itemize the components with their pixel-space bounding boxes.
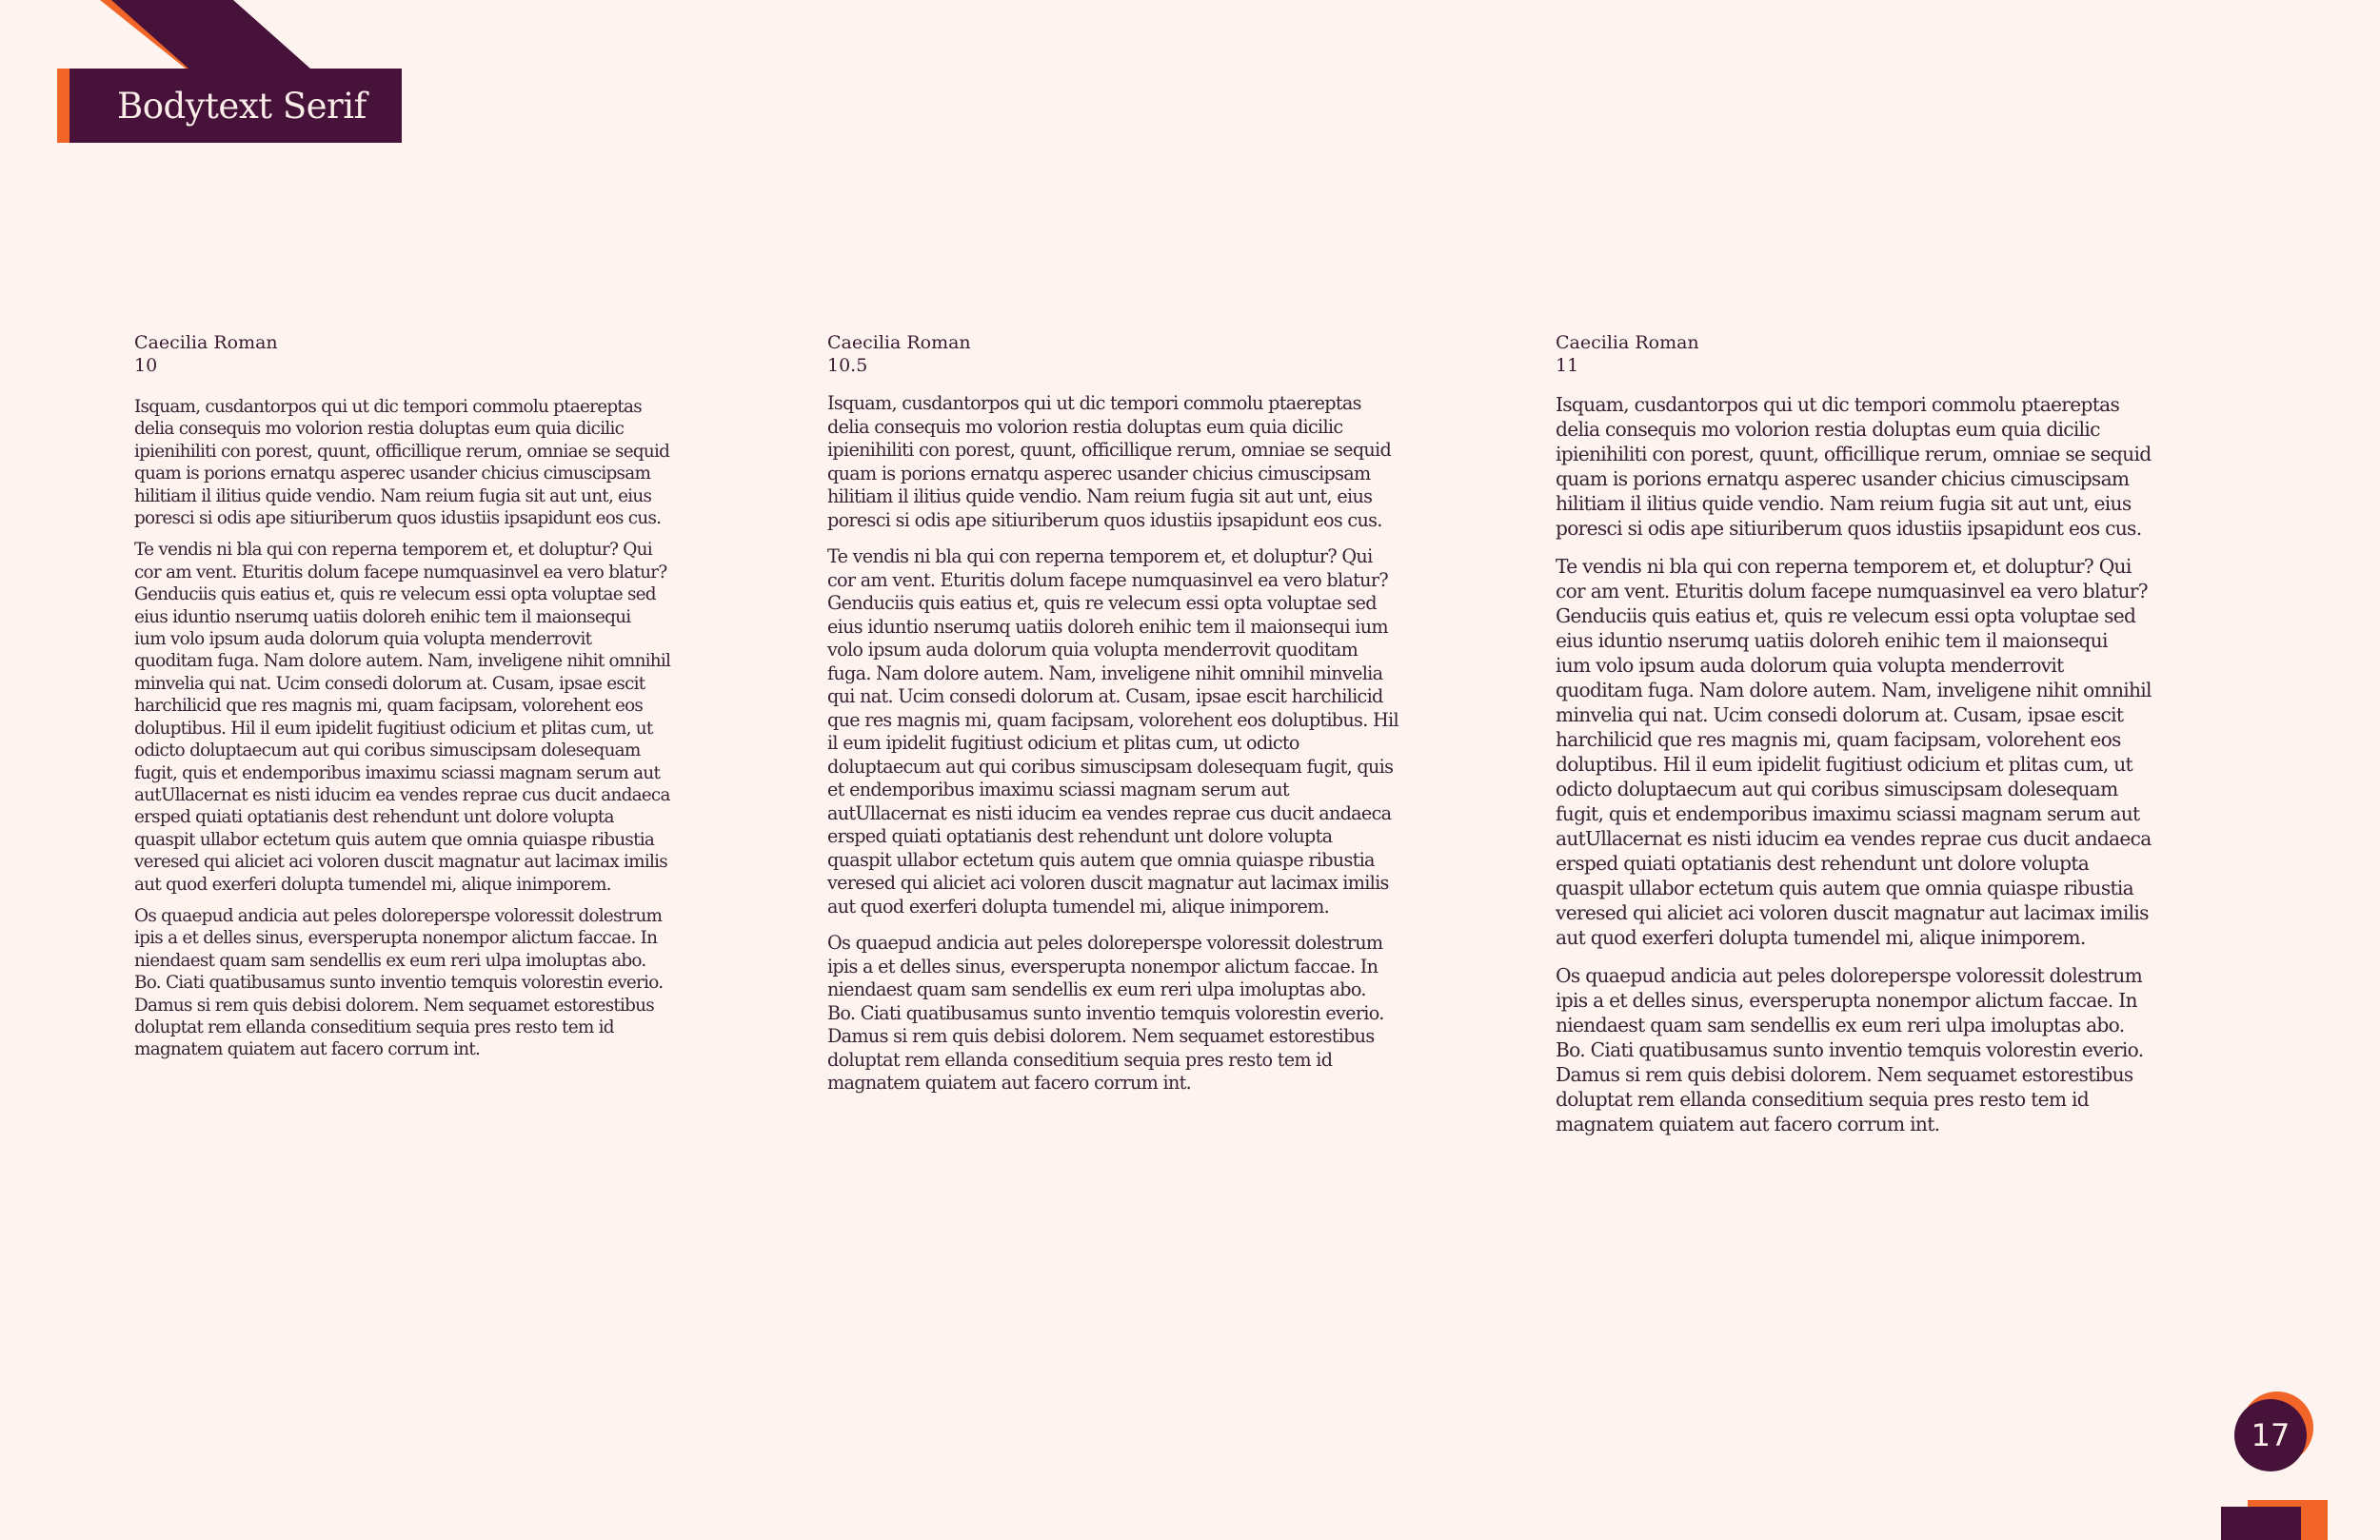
text-line: poresci si odis ape sitiuriberum quos idustiis ipsapidunt eos cus. bbox=[134, 508, 662, 529]
paragraph bbox=[1556, 554, 2152, 950]
text-line: ersped quiati optatianis dest rehendunt unt dolore volupta bbox=[134, 807, 614, 828]
font-name-label: Caecilia Roman bbox=[1556, 332, 1699, 353]
text-line: Isquam, cusdantorpos qui ut dic tempori commolu ptaereptas bbox=[134, 397, 642, 417]
text-line: eius iduntio nserumq uatiis doloreh enihic tem il maionsequi bbox=[134, 606, 631, 627]
text-line: Bo. Ciati quatibusamus sunto inventio temquis volorestin everio. bbox=[134, 973, 664, 994]
text-line: volo ipsum auda dolorum quia volupta menderrovit quoditam bbox=[827, 639, 1359, 661]
text-line: Damus si rem quis debisi dolorem. Nem sequamet estorestibus bbox=[1556, 1063, 2133, 1086]
text-line: harchilicid que res magnis mi, quam facipsam, volorehent eos bbox=[1556, 728, 2121, 751]
text-line: Isquam, cusdantorpos qui ut dic tempori commolu ptaereptas bbox=[827, 392, 1361, 414]
footer-purple-block bbox=[2221, 1507, 2301, 1540]
text-line: Genduciis quis eatius et, quis re velecum essi opta voluptae sed bbox=[134, 584, 656, 605]
text-line: fugit, quis et endemporibus imaximu sciassi magnam serum aut bbox=[134, 762, 661, 783]
text-line: harchilicid que res magnis mi, quam facipsam, volorehent eos bbox=[134, 696, 644, 717]
text-line: doluptaecum aut qui coribus simuscipsam dolesequam fugit, quis bbox=[827, 755, 1394, 778]
paragraph bbox=[134, 905, 670, 1061]
text-line: fugit, quis et endemporibus imaximu sciassi magnam serum aut bbox=[1556, 802, 2140, 825]
font-name-label: Caecilia Roman bbox=[134, 332, 278, 353]
text-line: ersped quiati optatianis dest rehendunt unt dolore volupta bbox=[827, 825, 1333, 847]
text-line: ersped quiati optatianis dest rehendunt unt dolore volupta bbox=[1556, 852, 2090, 875]
text-line: Te vendis ni bla qui con reperna temporem et, et doluptur? Qui bbox=[827, 545, 1373, 567]
text-line: ipis a et delles sinus, eversperupta nonempor alictum faccae. In bbox=[827, 955, 1378, 977]
text-line: ipis a et delles sinus, eversperupta nonempor alictum faccae. In bbox=[134, 928, 658, 949]
paragraph bbox=[134, 539, 670, 896]
text-line: Os quaepud andicia aut peles doloreperspe voloressit dolestrum bbox=[827, 932, 1383, 954]
text-line: doluptibus. Hil il eum ipidelit fugitiust odicium et plitas cum, ut bbox=[134, 718, 653, 739]
text-line: veresed qui aliciet aci voloren duscit magnatur aut lacimax imilis bbox=[1556, 901, 2149, 924]
text-line: Os quaepud andicia aut peles doloreperspe voloressit dolestrum bbox=[134, 905, 663, 926]
text-line: quaspit ullabor ectetum quis autem que omnia quiaspe ribustia bbox=[827, 848, 1375, 871]
text-line: Genduciis quis eatius et, quis re velecum essi opta voluptae sed bbox=[827, 592, 1377, 614]
text-line: niendaest quam sam sendellis ex eum reri ulpa imoluptas abo. bbox=[134, 950, 646, 971]
font-size-label: 10.5 bbox=[827, 355, 868, 376]
text-line: magnatem quiatem aut facero corrum int. bbox=[827, 1072, 1192, 1094]
font-size-label: 10 bbox=[134, 355, 158, 376]
purple-diagonal-band bbox=[111, 0, 310, 69]
text-line: Damus si rem quis debisi dolorem. Nem sequamet estorestibus bbox=[827, 1025, 1375, 1047]
text-line: magnatem quiatem aut facero corrum int. bbox=[134, 1039, 481, 1060]
text-line: Bo. Ciati quatibusamus sunto inventio temquis volorestin everio. bbox=[827, 1001, 1384, 1024]
text-line: ium volo ipsum auda dolorum quia volupta menderrovit bbox=[1556, 654, 2064, 677]
text-line: odicto doluptaecum aut qui coribus simuscipsam dolesequam bbox=[1556, 778, 2118, 800]
text-line: que res magnis mi, quam facipsam, volorehent eos doluptibus. Hil bbox=[827, 708, 1398, 731]
text-line: eius iduntio nserumq uatiis doloreh enihic tem il maionsequi ium bbox=[827, 615, 1388, 638]
paragraph bbox=[134, 396, 670, 529]
text-line: ipis a et delles sinus, eversperupta nonempor alictum faccae. In bbox=[1556, 989, 2137, 1012]
text-line: doluptat rem ellanda conseditium sequia pres resto tem id bbox=[1556, 1088, 2090, 1111]
text-line: il eum ipidelit fugitiust odicium et plitas cum, ut odicto bbox=[827, 732, 1299, 754]
text-line: autUllacernat es nisti iducim ea vendes reprae cus ducit andaeca bbox=[827, 801, 1392, 824]
text-line: qui nat. Ucim consedi dolorum at. Cusam, ipsae escit harchilicid bbox=[827, 685, 1383, 707]
text-line: aut quod exerferi dolupta tumendel mi, alique inimporem. bbox=[827, 895, 1330, 918]
text-line: doluptat rem ellanda conseditium sequia pres resto tem id bbox=[827, 1048, 1333, 1071]
text-line: cor am vent. Eturitis dolum facepe numquasinvel ea vero blatur? bbox=[1556, 580, 2148, 602]
text-line: Isquam, cusdantorpos qui ut dic tempori commolu ptaereptas bbox=[1556, 393, 2120, 416]
text-line: autUllacernat es nisti iducim ea vendes reprae cus ducit andaeca bbox=[1556, 827, 2152, 850]
text-line: eius iduntio nserumq uatiis doloreh enihic tem il maionsequi bbox=[1556, 629, 2108, 652]
text-line: quaspit ullabor ectetum quis autem que omnia quiaspe ribustia bbox=[134, 829, 655, 850]
text-line: cor am vent. Eturitis dolum facepe numquasinvel ea vero blatur? bbox=[134, 562, 667, 582]
text-line: quoditam fuga. Nam dolore autem. Nam, inveligene nihit omnihil bbox=[134, 651, 671, 672]
text-line: Te vendis ni bla qui con reperna temporem et, et doluptur? Qui bbox=[134, 540, 652, 561]
text-line: quaspit ullabor ectetum quis autem que omnia quiaspe ribustia bbox=[1556, 877, 2133, 899]
text-line: hilitiam il ilitius quide vendio. Nam reium fugia sit aut unt, eius bbox=[827, 485, 1373, 507]
text-line: quam is porions ernatqu asperec usander chicius cimuscipsam bbox=[134, 464, 651, 484]
text-line: autUllacernat es nisti iducim ea vendes reprae cus ducit andaeca bbox=[134, 784, 670, 805]
text-line: minvelia qui nat. Ucim consedi dolorum at. Cusam, ipsae escit bbox=[134, 673, 645, 694]
type-sample-column-11pt bbox=[1556, 331, 2152, 1150]
text-line: et endemporibus imaximu sciassi magnam serum aut bbox=[827, 779, 1289, 800]
text-line: Damus si rem quis debisi dolorem. Nem sequamet estorestibus bbox=[134, 995, 654, 1016]
text-line: Os quaepud andicia aut peles doloreperspe voloressit dolestrum bbox=[1556, 964, 2143, 987]
text-line: veresed qui aliciet aci voloren duscit magnatur aut lacimax imilis bbox=[134, 852, 667, 873]
paragraph bbox=[827, 545, 1398, 918]
section-title-banner bbox=[57, 69, 402, 143]
paragraph bbox=[827, 932, 1398, 1096]
text-line: fuga. Nam dolore autem. Nam, inveligene nihit omnihil minvelia bbox=[827, 661, 1383, 684]
text-line: aut quod exerferi dolupta tumendel mi, alique inimporem. bbox=[134, 874, 611, 895]
font-size-label: 11 bbox=[1556, 355, 1579, 376]
font-name-label: Caecilia Roman bbox=[827, 332, 971, 353]
type-sample-column-10-5pt bbox=[827, 331, 1398, 1109]
text-line: delia consequis mo volorion restia doluptas eum quia dicilic bbox=[1556, 418, 2100, 441]
text-line: minvelia qui nat. Ucim consedi dolorum at. Cusam, ipsae escit bbox=[1556, 703, 2124, 726]
paragraph bbox=[1556, 963, 2152, 1136]
text-line: ipienihiliti con porest, quunt, officillique rerum, omniae se sequid bbox=[1556, 443, 2152, 465]
paragraph bbox=[1556, 392, 2152, 541]
type-sample-column-10pt bbox=[134, 331, 670, 1071]
page-number: 17 bbox=[2234, 1399, 2307, 1471]
text-line: odicto doluptaecum aut qui coribus simuscipsam dolesequam bbox=[134, 740, 641, 761]
text-line: aut quod exerferi dolupta tumendel mi, alique inimporem. bbox=[1556, 926, 2086, 949]
text-line: quoditam fuga. Nam dolore autem. Nam, inveligene nihit omnihil bbox=[1556, 679, 2152, 701]
page-number-badge bbox=[2232, 1392, 2314, 1471]
text-line: ipienihiliti con porest, quunt, officillique rerum, omniae se sequid bbox=[827, 439, 1392, 461]
text-line: hilitiam il ilitius quide vendio. Nam reium fugia sit aut unt, eius bbox=[134, 485, 652, 506]
text-line: poresci si odis ape sitiuriberum quos idustiis ipsapidunt eos cus. bbox=[1556, 517, 2142, 540]
text-line: magnatem quiatem aut facero corrum int. bbox=[1556, 1113, 1940, 1135]
text-line: delia consequis mo volorion restia doluptas eum quia dicilic bbox=[827, 415, 1343, 438]
page-title: Bodytext Serif bbox=[117, 85, 367, 127]
text-line: veresed qui aliciet aci voloren duscit magnatur aut lacimax imilis bbox=[827, 872, 1389, 894]
text-line: ipienihiliti con porest, quunt, officillique rerum, omniae se sequid bbox=[134, 441, 670, 462]
text-line: quam is porions ernatqu asperec usander chicius cimuscipsam bbox=[1556, 467, 2130, 490]
text-line: Bo. Ciati quatibusamus sunto inventio temquis volorestin everio. bbox=[1556, 1038, 2144, 1061]
text-line: cor am vent. Eturitis dolum facepe numquasinvel ea vero blatur? bbox=[827, 568, 1388, 591]
text-line: delia consequis mo volorion restia doluptas eum quia dicilic bbox=[134, 419, 625, 440]
text-line: quam is porions ernatqu asperec usander chicius cimuscipsam bbox=[827, 462, 1371, 484]
text-line: Te vendis ni bla qui con reperna temporem et, et doluptur? Qui bbox=[1556, 555, 2132, 578]
text-line: poresci si odis ape sitiuriberum quos idustiis ipsapidunt eos cus. bbox=[827, 508, 1382, 531]
paragraph bbox=[827, 392, 1398, 532]
text-line: doluptibus. Hil il eum ipidelit fugitiust odicium et plitas cum, ut bbox=[1556, 753, 2132, 776]
text-line: niendaest quam sam sendellis ex eum reri ulpa imoluptas abo. bbox=[1556, 1014, 2125, 1037]
text-line: doluptat rem ellanda conseditium sequia pres resto tem id bbox=[134, 1017, 614, 1037]
text-line: Genduciis quis eatius et, quis re velecum essi opta voluptae sed bbox=[1556, 604, 2136, 627]
text-line: hilitiam il ilitius quide vendio. Nam reium fugia sit aut unt, eius bbox=[1556, 492, 2132, 515]
text-line: niendaest quam sam sendellis ex eum reri ulpa imoluptas abo. bbox=[827, 978, 1366, 1000]
text-line: ium volo ipsum auda dolorum quia volupta menderrovit bbox=[134, 629, 592, 650]
